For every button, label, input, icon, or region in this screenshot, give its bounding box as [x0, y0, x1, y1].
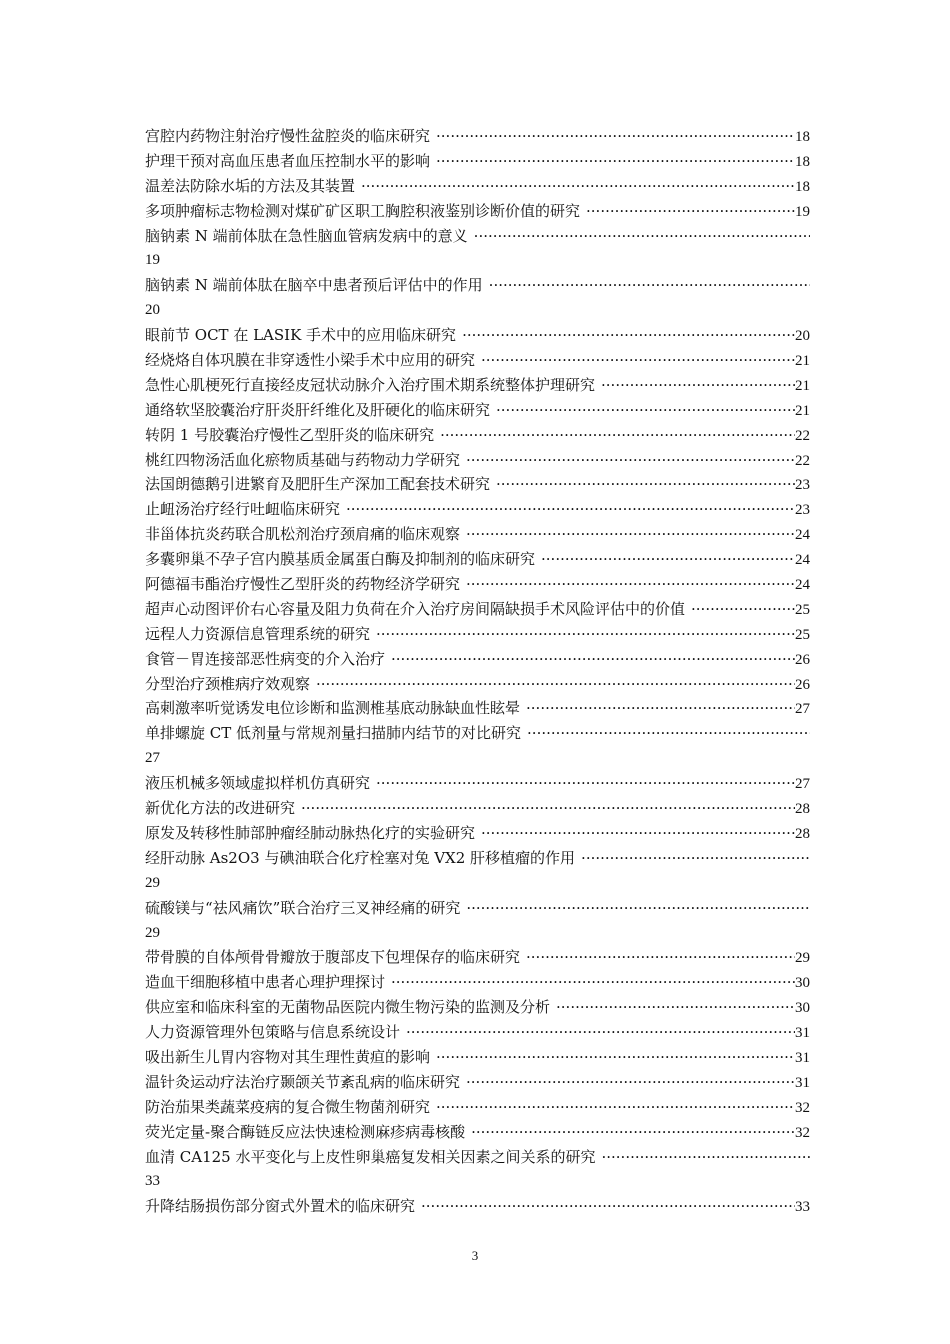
- toc-entry[interactable]: [145, 448, 810, 473]
- toc-entry[interactable]: [145, 323, 810, 348]
- toc-entry-page: 19: [145, 252, 160, 269]
- dot-leader: [601, 1145, 810, 1170]
- toc-entry-page: 32: [795, 1124, 810, 1141]
- dot-leader: [376, 771, 795, 796]
- toc-entry-title: 供应室和临床科室的无菌物品医院内微生物污染的监测及分析: [145, 998, 551, 1017]
- toc-entry-title: 眼前节 OCT 在 LASIK 手术中的应用临床研究: [145, 326, 457, 345]
- toc-entry[interactable]: [145, 1045, 810, 1070]
- toc-entry[interactable]: [145, 124, 810, 149]
- toc-entry-title: 造血干细胞移植中患者心理护理探讨: [145, 973, 386, 992]
- toc-entry[interactable]: [145, 995, 810, 1020]
- dot-leader: [391, 647, 795, 672]
- toc-entry-page: 26: [795, 651, 810, 668]
- dot-leader: [436, 1045, 795, 1070]
- toc-entry-title: 脑钠素 N 端前体肽在急性脑血管病发病中的意义: [145, 226, 468, 245]
- toc-entry-title: 脑钠素 N 端前体肽在脑卒中患者预后评估中的作用: [145, 276, 483, 295]
- toc-entry[interactable]: [145, 398, 810, 423]
- toc-entry[interactable]: [145, 721, 810, 746]
- toc-entry-title: 液压机械多领域虚拟样机仿真研究: [145, 774, 371, 793]
- toc-entry-page: 20: [145, 302, 160, 319]
- toc-entry-page: 24: [795, 552, 810, 569]
- dot-leader: [489, 273, 810, 298]
- page-number: 3: [471, 1248, 479, 1263]
- toc-entry-page: 27: [795, 776, 810, 793]
- toc-entry[interactable]: [145, 796, 810, 821]
- dot-leader: [466, 572, 795, 597]
- toc-entry[interactable]: [145, 672, 810, 697]
- toc-entry[interactable]: [145, 1194, 810, 1219]
- dot-leader: [601, 373, 795, 398]
- dot-leader: [391, 970, 795, 995]
- toc-entry-title: 多项肿瘤标志物检测对煤矿矿区职工胸腔积液鉴别诊断价值的研究: [145, 201, 581, 220]
- dot-leader: [421, 1194, 795, 1219]
- toc-entry-page: 21: [795, 353, 810, 370]
- toc-entry-page: 31: [795, 1025, 810, 1042]
- toc-entry-title: 吸出新生儿胃内容物对其生理性黄疸的影响: [145, 1047, 431, 1066]
- toc-entry[interactable]: [145, 423, 810, 448]
- toc-entry[interactable]: [145, 174, 810, 199]
- toc-entry-title: 硫酸镁与“祛风痛饮”联合治疗三叉神经痛的研究: [145, 898, 461, 917]
- toc-entry-page: 21: [795, 377, 810, 394]
- toc-entry[interactable]: [145, 771, 810, 796]
- toc-entry-title: 经烧烙自体巩膜在非穿透性小梁手术中应用的研究: [145, 351, 476, 370]
- toc-entry-page: 20: [795, 328, 810, 345]
- toc-entry-title: 护理干预对高血压患者血压控制水平的影响: [145, 151, 431, 170]
- dot-leader: [541, 547, 795, 572]
- dot-leader: [436, 149, 795, 174]
- toc-entry-page: 31: [795, 1049, 810, 1066]
- toc-entry-title: 升降结肠损伤部分窗式外置术的临床研究: [145, 1197, 416, 1216]
- toc-entry[interactable]: [145, 373, 810, 398]
- toc-entry-page: 22: [795, 427, 810, 444]
- toc-entry-title: 分型治疗颈椎病疗效观察: [145, 674, 311, 693]
- dot-leader: [586, 199, 795, 224]
- toc-entry[interactable]: [145, 821, 810, 846]
- toc-entry-title: 转阴 1 号胶囊治疗慢性乙型肝炎的临床研究: [145, 425, 435, 444]
- dot-leader: [474, 224, 810, 249]
- toc-entry-page: 23: [795, 502, 810, 519]
- toc-entry-page: 27: [145, 750, 160, 767]
- toc-entry-page: 19: [795, 203, 810, 220]
- toc-entry-page: 18: [795, 153, 810, 170]
- toc-entry[interactable]: [145, 149, 810, 174]
- toc-entry-page: 25: [795, 601, 810, 618]
- toc-entry-page: 29: [145, 874, 160, 891]
- toc-entry[interactable]: [145, 597, 810, 622]
- toc-entry-title: 防治茄果类蔬菜疫病的复合微生物菌剂研究: [145, 1097, 431, 1116]
- dot-leader: [376, 622, 795, 647]
- toc-entry-title: 荧光定量-聚合酶链反应法快速检测麻疹病毒核酸: [145, 1122, 466, 1141]
- dot-leader: [346, 497, 795, 522]
- toc-entry[interactable]: [145, 497, 810, 522]
- toc-entry-title: 温针灸运动疗法治疗颞颌关节紊乱病的临床研究: [145, 1072, 461, 1091]
- dot-leader: [440, 423, 795, 448]
- dot-leader: [436, 124, 795, 149]
- toc-entry-title: 宫腔内药物注射治疗慢性盆腔炎的临床研究: [145, 127, 431, 145]
- toc-entry-page: 28: [795, 825, 810, 842]
- toc-entry-title: 血清 CA125 水平变化与上皮性卵巢癌复发相关因素之间关系的研究: [145, 1147, 596, 1166]
- toc-entry[interactable]: [145, 945, 810, 970]
- dot-leader: [466, 896, 810, 921]
- toc-entry-title: 原发及转移性肺部肿瘤经肺动脉热化疗的实验研究: [145, 823, 476, 842]
- toc-entry-title: 单排螺旋 CT 低剂量与常规剂量扫描肺内结节的对比研究: [145, 724, 522, 743]
- toc-entry[interactable]: [145, 970, 810, 995]
- dot-leader: [481, 821, 795, 846]
- dot-leader: [436, 1095, 795, 1120]
- dot-leader: [406, 1020, 795, 1045]
- toc-entry-page: 31: [795, 1074, 810, 1091]
- toc-entry-page: 29: [795, 950, 810, 967]
- toc-entry[interactable]: [145, 224, 810, 249]
- toc-entry[interactable]: [145, 696, 810, 721]
- dot-leader: [581, 846, 810, 871]
- dot-leader: [462, 323, 795, 348]
- toc-entry-title: 食管－胃连接部恶性病变的介入治疗: [145, 649, 386, 668]
- toc-entry-title: 急性心肌梗死行直接经皮冠状动脉介入治疗围术期系统整体护理研究: [145, 375, 596, 394]
- dot-leader: [691, 597, 795, 622]
- table-of-contents: [145, 124, 810, 1219]
- dot-leader: [471, 1120, 795, 1145]
- toc-entry[interactable]: [145, 547, 810, 572]
- toc-entry[interactable]: [145, 1020, 810, 1045]
- dot-leader: [526, 945, 795, 970]
- toc-entry-page: 29: [145, 924, 160, 941]
- toc-entry-page: 27: [795, 701, 810, 718]
- toc-entry-title: 非甾体抗炎药联合肌松剂治疗颈肩痛的临床观察: [145, 525, 461, 544]
- dot-leader: [496, 398, 795, 423]
- toc-entry[interactable]: [145, 472, 810, 497]
- toc-entry-title: 经肝动脉 As2O3 与碘油联合化疗栓塞对兔 VX2 肝移植瘤的作用: [145, 848, 576, 867]
- toc-entry[interactable]: [145, 647, 810, 672]
- toc-entry-page: 23: [795, 477, 810, 494]
- toc-entry-title: 桃红四物汤活血化瘀物质基础与药物动力学研究: [145, 450, 461, 469]
- toc-entry-page: 30: [795, 1000, 810, 1017]
- toc-entry[interactable]: [145, 348, 810, 373]
- toc-entry[interactable]: [145, 622, 810, 647]
- toc-entry-page: 32: [795, 1099, 810, 1116]
- toc-entry[interactable]: [145, 896, 810, 921]
- toc-entry-page: 24: [795, 527, 810, 544]
- toc-entry-page: 18: [795, 178, 810, 195]
- toc-entry-title: 超声心动图评价右心容量及阻力负荷在介入治疗房间隔缺损手术风险评估中的价值: [145, 599, 686, 618]
- toc-entry-title: 法国朗德鹅引进繁育及肥肝生产深加工配套技术研究: [145, 475, 491, 494]
- dot-leader: [466, 522, 795, 547]
- toc-entry-page: 18: [795, 129, 810, 145]
- toc-entry[interactable]: [145, 522, 810, 547]
- toc-entry-page: 28: [795, 801, 810, 818]
- toc-entry-title: 温差法防除水垢的方法及其装置: [145, 176, 356, 195]
- toc-entry-page: 26: [795, 676, 810, 693]
- dot-leader: [361, 174, 795, 199]
- toc-entry-page: 25: [795, 626, 810, 643]
- toc-entry-page: 30: [795, 975, 810, 992]
- dot-leader: [466, 448, 795, 473]
- toc-entry-title: 止衄汤治疗经行吐衄临床研究: [145, 500, 341, 519]
- toc-entry-page: 21: [795, 402, 810, 419]
- toc-entry-title: 人力资源管理外包策略与信息系统设计: [145, 1023, 401, 1042]
- toc-entry-title: 多囊卵巢不孕子宫内膜基质金属蛋白酶及抑制剂的临床研究: [145, 550, 536, 569]
- dot-leader: [527, 721, 810, 746]
- dot-leader: [481, 348, 795, 373]
- toc-entry-title: 带骨膜的自体颅骨骨瓣放于腹部皮下包埋保存的临床研究: [145, 948, 521, 967]
- toc-entry[interactable]: [145, 1145, 810, 1170]
- toc-entry-page: 24: [795, 577, 810, 594]
- toc-entry[interactable]: [145, 199, 810, 224]
- toc-entry[interactable]: [145, 1070, 810, 1095]
- dot-leader: [556, 995, 795, 1020]
- toc-entry-page: 33: [145, 1173, 160, 1190]
- toc-entry[interactable]: [145, 1120, 810, 1145]
- dot-leader: [316, 672, 795, 697]
- toc-entry-title: 新优化方法的改进研究: [145, 799, 296, 818]
- toc-entry-page: 22: [795, 452, 810, 469]
- toc-entry-title: 远程人力资源信息管理系统的研究: [145, 624, 371, 643]
- toc-entry[interactable]: [145, 273, 810, 298]
- dot-leader: [526, 696, 795, 721]
- toc-entry[interactable]: [145, 1095, 810, 1120]
- toc-entry-page: 33: [795, 1199, 810, 1216]
- dot-leader: [301, 796, 795, 821]
- dot-leader: [496, 472, 795, 497]
- toc-entry-title: 通络软坚胶囊治疗肝炎肝纤维化及肝硬化的临床研究: [145, 400, 491, 419]
- dot-leader: [466, 1070, 795, 1095]
- toc-entry-title: 阿德福韦酯治疗慢性乙型肝炎的药物经济学研究: [145, 575, 461, 594]
- toc-entry[interactable]: [145, 846, 810, 871]
- toc-entry-title: 高刺激率听觉诱发电位诊断和监测椎基底动脉缺血性眩晕: [145, 699, 521, 718]
- toc-entry[interactable]: [145, 572, 810, 597]
